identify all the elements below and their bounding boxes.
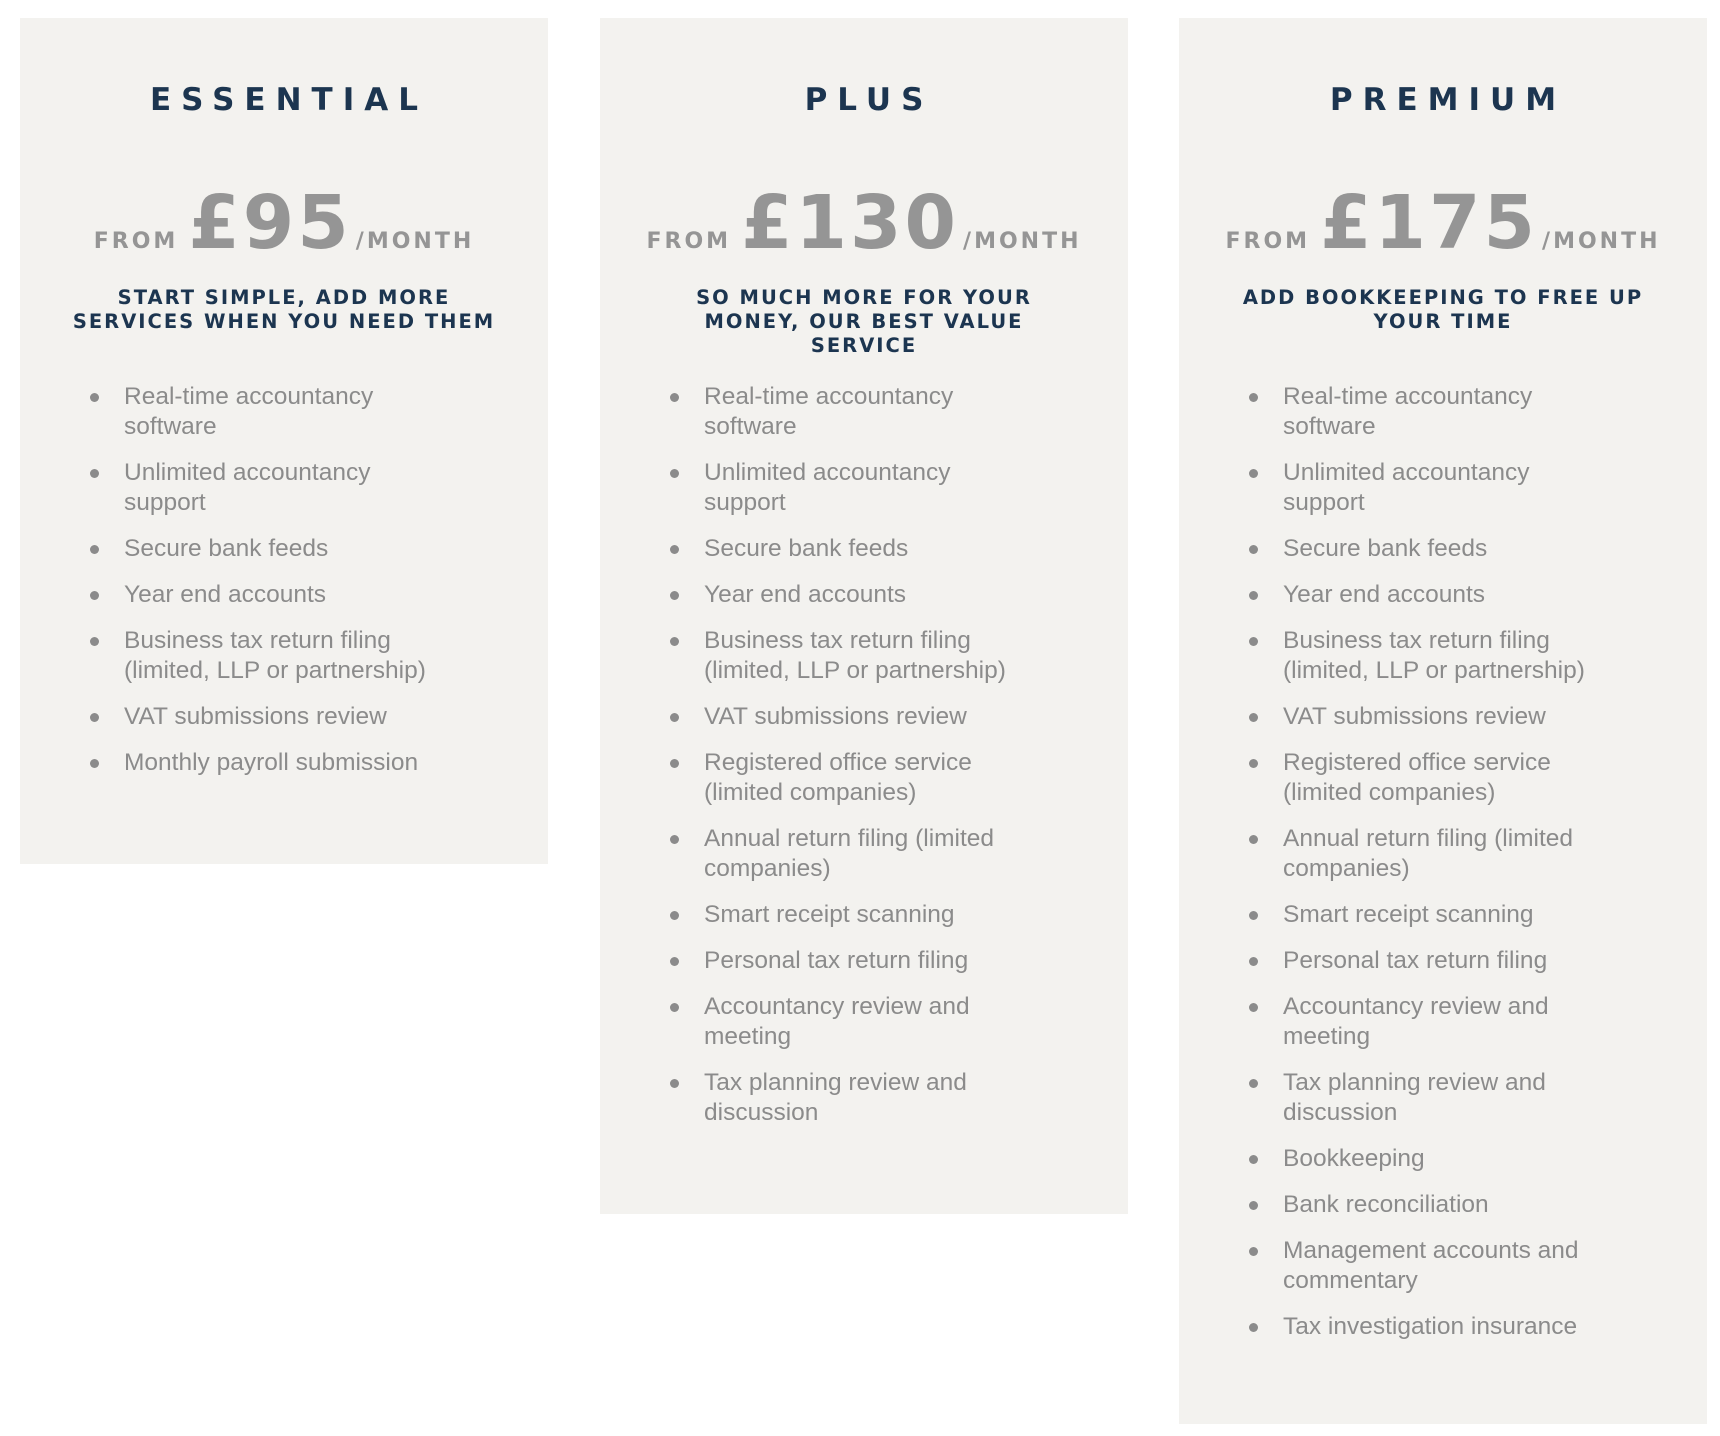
- plan-card-essential: [20, 18, 548, 864]
- feature-item: [670, 458, 1090, 518]
- feature-text: Year end accounts: [1283, 581, 1486, 608]
- feature-item: [670, 748, 1090, 808]
- feature-text: Year end accounts: [704, 581, 907, 608]
- bullet-icon: [670, 469, 679, 478]
- plan-price: [600, 178, 1128, 268]
- feature-text: Registered office service (limited companies): [1283, 749, 1551, 806]
- plan-price: [1179, 178, 1707, 268]
- feature-text: Accountancy review and meeting: [1283, 993, 1549, 1050]
- bullet-icon: [1249, 759, 1258, 768]
- feature-text: Registered office service (limited companies): [704, 749, 972, 806]
- bullet-icon: [90, 759, 99, 768]
- feature-list: [1249, 382, 1669, 1358]
- feature-item: [1249, 1190, 1669, 1220]
- bullet-icon: [1249, 1003, 1258, 1012]
- feature-text: Business tax return filing (limited, LLP or partnership): [124, 627, 426, 684]
- bullet-icon: [90, 393, 99, 402]
- feature-text: Year end accounts: [124, 581, 327, 608]
- feature-item: [1249, 1312, 1669, 1342]
- bullet-icon: [1249, 835, 1258, 844]
- bullet-icon: [1249, 637, 1258, 646]
- plan-price: [20, 178, 548, 268]
- bullet-icon: [1249, 1323, 1258, 1332]
- feature-item: [670, 900, 1090, 930]
- price-from-label: FROM: [1225, 229, 1311, 254]
- feature-text: Business tax return filing (limited, LLP or partnership): [704, 627, 1006, 684]
- plan-tagline: ADD BOOKKEEPING TO FREE UP YOUR TIME: [1242, 286, 1644, 333]
- feature-text: Unlimited accountancy support: [704, 459, 951, 516]
- price-unit: /MONTH: [963, 229, 1082, 254]
- feature-text: Secure bank feeds: [704, 535, 909, 562]
- feature-text: Unlimited accountancy support: [124, 459, 371, 516]
- bullet-icon: [670, 911, 679, 920]
- feature-text: Real-time accountancy software: [704, 383, 954, 440]
- bullet-icon: [1249, 713, 1258, 722]
- bullet-icon: [670, 1003, 679, 1012]
- bullet-icon: [1249, 469, 1258, 478]
- feature-item: [1249, 748, 1669, 808]
- feature-item: [670, 992, 1090, 1052]
- feature-text: Secure bank feeds: [124, 535, 329, 562]
- feature-item: [670, 946, 1090, 976]
- feature-text: VAT submissions review: [1283, 703, 1546, 730]
- feature-item: [1249, 946, 1669, 976]
- feature-item: [90, 382, 510, 442]
- feature-item: [1249, 382, 1669, 442]
- feature-text: Annual return filing (limited companies): [1283, 825, 1574, 882]
- feature-item: [670, 702, 1090, 732]
- feature-text: Tax planning review and discussion: [704, 1069, 967, 1126]
- plan-name: PLUS: [804, 82, 934, 118]
- feature-list: [670, 382, 1090, 1144]
- feature-item: [1249, 992, 1669, 1052]
- bullet-icon: [90, 591, 99, 600]
- feature-text: Bank reconciliation: [1283, 1191, 1489, 1218]
- feature-text: Management accounts and commentary: [1283, 1237, 1579, 1294]
- feature-item: [670, 382, 1090, 442]
- bullet-icon: [1249, 1247, 1258, 1256]
- feature-text: Tax investigation insurance: [1283, 1313, 1578, 1340]
- bullet-icon: [1249, 1201, 1258, 1210]
- feature-item: [90, 626, 510, 686]
- feature-item: [1249, 824, 1669, 884]
- feature-item: [90, 534, 510, 564]
- feature-item: [1249, 458, 1669, 518]
- price-unit: /MONTH: [355, 229, 475, 254]
- feature-text: Smart receipt scanning: [704, 901, 955, 928]
- price-from-label: FROM: [646, 229, 732, 254]
- plan-card-plus: [600, 18, 1128, 1214]
- plan-name: ESSENTIAL: [150, 82, 428, 118]
- bullet-icon: [670, 957, 679, 966]
- feature-item: [90, 580, 510, 610]
- price-from-label: FROM: [93, 229, 179, 254]
- plan-tagline: SO MUCH MORE FOR YOUR MONEY, OUR BEST VALUE SERVICE: [696, 286, 1032, 357]
- plan-card-premium: [1179, 18, 1707, 1424]
- feature-item: [670, 1068, 1090, 1128]
- feature-item: [90, 748, 510, 778]
- feature-item: [670, 626, 1090, 686]
- feature-text: Monthly payroll submission: [124, 749, 419, 776]
- feature-item: [1249, 1068, 1669, 1128]
- bullet-icon: [1249, 957, 1258, 966]
- bullet-icon: [1249, 545, 1258, 554]
- feature-text: Business tax return filing (limited, LLP or partnership): [1283, 627, 1585, 684]
- bullet-icon: [670, 713, 679, 722]
- feature-item: [670, 824, 1090, 884]
- bullet-icon: [1249, 1079, 1258, 1088]
- price-amount: £175: [1320, 180, 1539, 266]
- bullet-icon: [670, 393, 679, 402]
- feature-text: Secure bank feeds: [1283, 535, 1488, 562]
- feature-text: Smart receipt scanning: [1283, 901, 1534, 928]
- price-amount: £95: [188, 180, 352, 266]
- bullet-icon: [670, 759, 679, 768]
- bullet-icon: [1249, 911, 1258, 920]
- feature-item: [1249, 1236, 1669, 1296]
- feature-item: [1249, 702, 1669, 732]
- bullet-icon: [1249, 591, 1258, 600]
- feature-item: [670, 580, 1090, 610]
- feature-text: Bookkeeping: [1283, 1145, 1425, 1172]
- feature-text: VAT submissions review: [124, 703, 387, 730]
- plan-name: PREMIUM: [1329, 82, 1567, 118]
- feature-item: [1249, 626, 1669, 686]
- bullet-icon: [670, 591, 679, 600]
- feature-text: Accountancy review and meeting: [704, 993, 970, 1050]
- feature-text: Tax planning review and discussion: [1283, 1069, 1546, 1126]
- bullet-icon: [1249, 1155, 1258, 1164]
- feature-item: [1249, 900, 1669, 930]
- bullet-icon: [670, 835, 679, 844]
- bullet-icon: [670, 637, 679, 646]
- feature-text: VAT submissions review: [704, 703, 967, 730]
- feature-text: Personal tax return filing: [1283, 947, 1548, 974]
- bullet-icon: [90, 713, 99, 722]
- bullet-icon: [670, 545, 679, 554]
- feature-list: [90, 382, 510, 794]
- feature-text: Real-time accountancy software: [1283, 383, 1533, 440]
- feature-text: Annual return filing (limited companies): [704, 825, 995, 882]
- feature-text: Real-time accountancy software: [124, 383, 374, 440]
- feature-item: [90, 702, 510, 732]
- feature-text: Unlimited accountancy support: [1283, 459, 1530, 516]
- feature-item: [1249, 580, 1669, 610]
- bullet-icon: [90, 637, 99, 646]
- feature-item: [1249, 534, 1669, 564]
- feature-item: [1249, 1144, 1669, 1174]
- price-unit: /MONTH: [1542, 229, 1661, 254]
- bullet-icon: [90, 545, 99, 554]
- bullet-icon: [90, 469, 99, 478]
- plan-tagline: START SIMPLE, ADD MORE SERVICES WHEN YOU NEED THEM: [72, 286, 496, 333]
- bullet-icon: [670, 1079, 679, 1088]
- feature-text: Personal tax return filing: [704, 947, 969, 974]
- feature-item: [670, 534, 1090, 564]
- price-amount: £130: [741, 180, 960, 266]
- bullet-icon: [1249, 393, 1258, 402]
- feature-item: [90, 458, 510, 518]
